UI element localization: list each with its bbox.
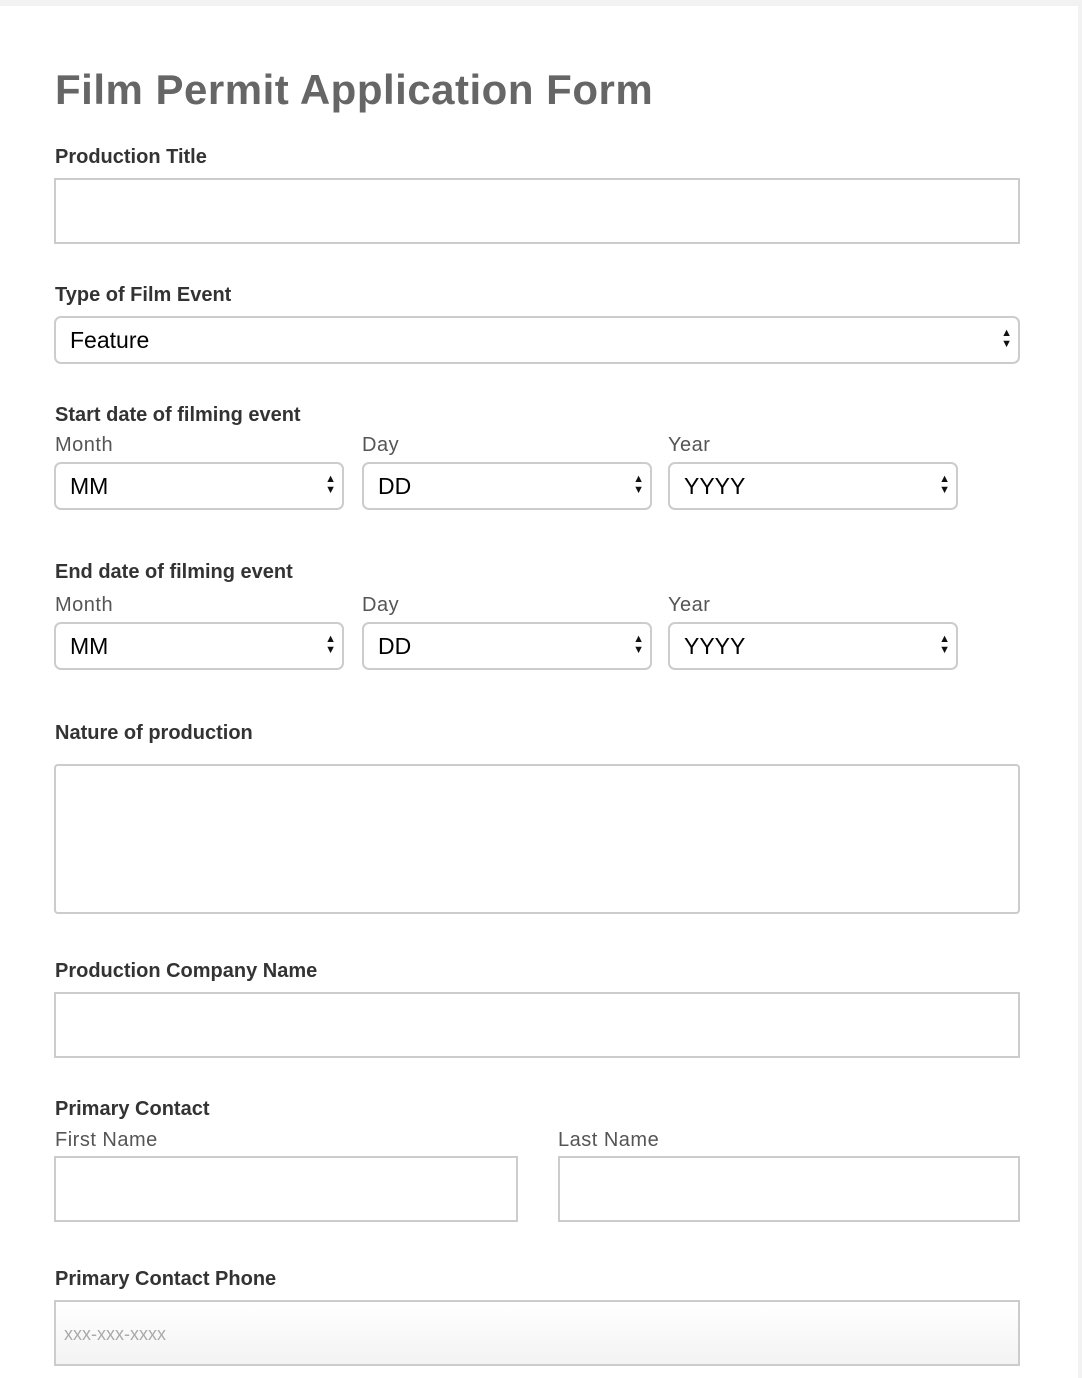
start-day-label: Day — [362, 434, 400, 456]
phone-input[interactable] — [54, 1300, 1020, 1366]
first-name-label: First Name — [55, 1129, 158, 1151]
company-input[interactable] — [54, 992, 1020, 1058]
start-month-label: Month — [55, 434, 114, 456]
end-day-label: Day — [362, 594, 400, 616]
phone-label: Primary Contact Phone — [55, 1268, 277, 1290]
select-arrows-icon: ▲ ▼ — [939, 633, 950, 656]
start-year-select[interactable] — [668, 462, 958, 510]
phone-placeholder: xxx-xxx-xxxx — [64, 1324, 166, 1344]
last-name-input[interactable] — [558, 1156, 1020, 1222]
end-month-value: MM — [70, 633, 109, 659]
nature-label: Nature of production — [55, 722, 253, 744]
select-arrows-icon: ▲ ▼ — [325, 473, 336, 496]
nature-textarea[interactable] — [54, 764, 1020, 914]
production-title-label: Production Title — [55, 146, 207, 168]
last-name-label: Last Name — [558, 1129, 660, 1151]
start-month-select[interactable] — [54, 462, 344, 510]
start-year-label: Year — [668, 434, 711, 456]
end-date-label: End date of filming event — [55, 561, 293, 583]
start-day-select[interactable] — [362, 462, 652, 510]
start-month-value: MM — [70, 473, 109, 499]
primary-contact-label: Primary Contact — [55, 1098, 210, 1120]
select-arrows-icon: ▲ ▼ — [633, 473, 644, 496]
company-label: Production Company Name — [55, 960, 318, 982]
film-event-type-label: Type of Film Event — [55, 284, 232, 306]
film-event-type-value: Feature — [70, 327, 150, 353]
select-arrows-icon: ▲ ▼ — [325, 633, 336, 656]
end-year-select[interactable] — [668, 622, 958, 670]
start-day-value: DD — [378, 473, 412, 499]
film-event-type-select[interactable] — [54, 316, 1020, 364]
end-year-label: Year — [668, 594, 711, 616]
first-name-input[interactable] — [54, 1156, 518, 1222]
end-month-label: Month — [55, 594, 114, 616]
start-date-label: Start date of filming event — [55, 404, 301, 426]
select-arrows-icon: ▲ ▼ — [939, 473, 950, 496]
form-page — [0, 6, 1078, 1378]
end-day-value: DD — [378, 633, 412, 659]
page-title: Film Permit Application Form — [55, 66, 654, 113]
select-arrows-icon: ▲ ▼ — [633, 633, 644, 656]
end-year-value: YYYY — [684, 633, 746, 659]
end-day-select[interactable] — [362, 622, 652, 670]
select-arrows-icon: ▲ ▼ — [1001, 327, 1012, 350]
start-year-value: YYYY — [684, 473, 746, 499]
end-month-select[interactable] — [54, 622, 344, 670]
production-title-input[interactable] — [54, 178, 1020, 244]
